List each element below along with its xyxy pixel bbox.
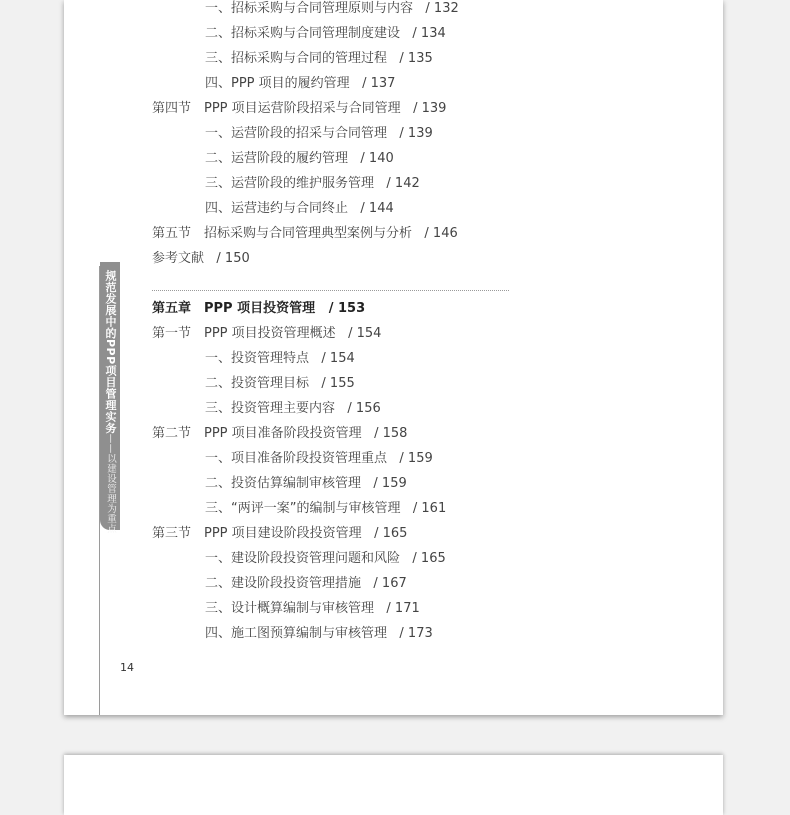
toc-entry: 一、投资管理特点 / 154	[205, 351, 355, 366]
toc-entry: 四、PPP 项目的履约管理 / 137	[205, 76, 396, 91]
toc-entry: 二、招标采购与合同管理制度建设 / 134	[205, 26, 446, 41]
toc-chapter: 第五章 PPP 项目投资管理 / 153	[152, 301, 366, 316]
toc-entry: 三、运营阶段的维护服务管理 / 142	[205, 176, 420, 191]
toc-entry: 二、投资估算编制审核管理 / 159	[205, 476, 407, 491]
toc-entry: 一、项目准备阶段投资管理重点 / 159	[205, 451, 433, 466]
toc-entry: 二、投资管理目标 / 155	[205, 376, 355, 391]
toc-entry: 二、运营阶段的履约管理 / 140	[205, 151, 394, 166]
toc-entry: 四、施工图预算编制与审核管理 / 173	[205, 626, 433, 641]
toc-section: 第一节 PPP 项目投资管理概述 / 154	[152, 326, 382, 341]
toc-entry: 一、招标采购与合同管理原则与内容 / 132	[205, 1, 459, 16]
toc-entry: 一、运营阶段的招采与合同管理 / 139	[205, 126, 433, 141]
book-title: 规范发展中的PPP项目管理实务	[104, 270, 117, 434]
toc-entry: 三、招标采购与合同的管理过程 / 135	[205, 51, 433, 66]
toc-section: 第三节 PPP 项目建设阶段投资管理 / 165	[152, 526, 408, 541]
toc-entry: 四、运营违约与合同终止 / 144	[205, 201, 394, 216]
page-number: 14	[120, 661, 134, 674]
book-subtitle: 以建设管理为重点	[105, 453, 116, 534]
toc-entry: 一、建设阶段投资管理问题和风险 / 165	[205, 551, 446, 566]
toc-section: 第二节 PPP 项目准备阶段投资管理 / 158	[152, 426, 408, 441]
toc-section: 第四节 PPP 项目运营阶段招采与合同管理 / 139	[152, 101, 447, 116]
chapter-divider	[152, 290, 509, 291]
toc-section: 第五节 招标采购与合同管理典型案例与分析 / 146	[152, 226, 458, 241]
toc-entry: 三、投资管理主要内容 / 156	[205, 401, 381, 416]
book-title-dash: ——	[105, 433, 116, 454]
toc-entry: 三、设计概算编制与审核管理 / 171	[205, 601, 420, 616]
toc-entry: 二、建设阶段投资管理措施 / 167	[205, 576, 407, 591]
toc-references: 参考文献 / 150	[152, 251, 250, 266]
toc-entry: 三、“两评一案”的编制与审核管理 / 161	[205, 501, 447, 516]
